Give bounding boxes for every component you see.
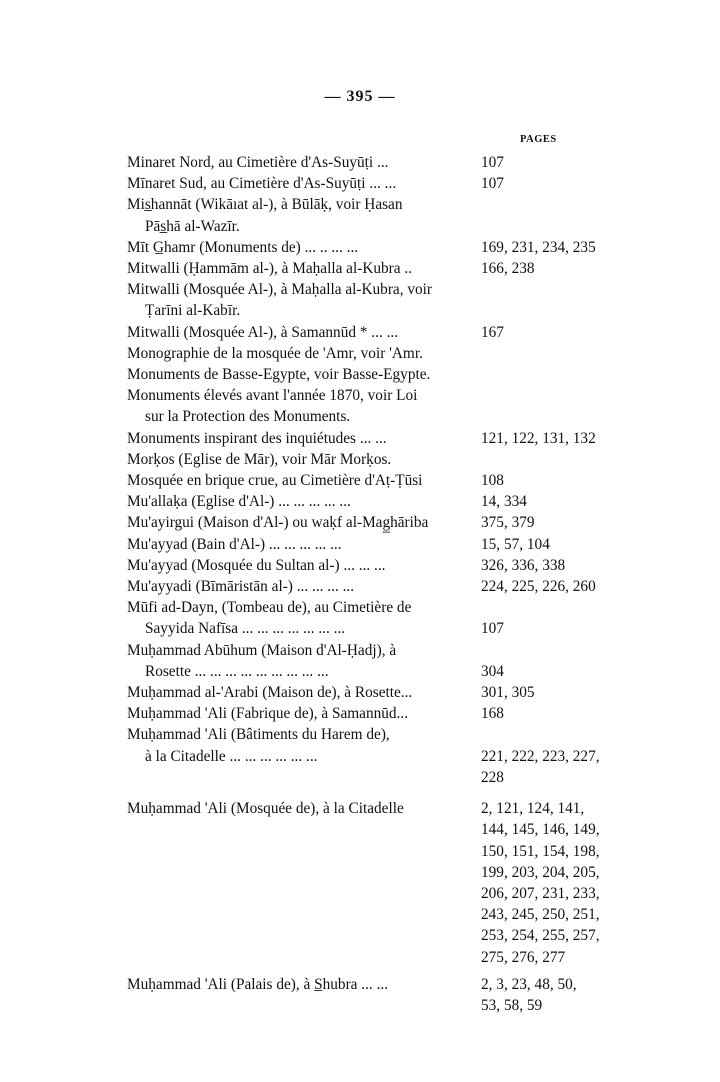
index-term-line: Muḥammad Abūhum (Maison d'Al-Ḥadj), à [127,641,397,659]
index-page-line: 2, 121, 124, 141, [481,800,585,818]
index-term [127,682,471,703]
index-pages [471,385,616,406]
index-term [127,534,471,555]
index-page-line: 166, 238 [481,260,535,278]
index-entry [0,576,720,597]
index-page-line: 253, 254, 255, 257, [481,927,600,945]
index-term-line: à la Citadelle ... ... ... ... ... ... [145,747,318,765]
index-page-line: 221, 222, 223, 227, [481,747,600,765]
index-pages [471,173,616,194]
index-entry [0,343,720,364]
index-page-line: 107 [481,154,504,171]
index-term [127,974,471,995]
index-term-line: Muḥammad 'Ali (Fabrique de), à Samannūd... [127,705,409,723]
index-term-line: Morḳos (Eglise de Mār), voir Mār Morḳos. [127,450,392,468]
index-page-line: 326, 336, 338 [481,556,566,574]
index-term-line: Minaret Nord, au Cimetière d'As-Suyūṭi ... [127,154,389,171]
index-page-line: 14, 334 [481,493,527,511]
pages-column-label: PAGES [520,134,557,145]
index-pages [471,703,616,724]
index-term-line: Muḥammad al-'Arabi (Maison de), à Rosette... [127,684,413,702]
index-pages [471,194,616,215]
index-page-line [481,194,616,215]
index-term-line: Muḥammad 'Ali (Mosquée de), à la Citadelle [127,800,404,818]
index-entry [0,258,720,279]
index-page-line: 375, 379 [481,514,535,532]
index-page-line: 107 [481,175,504,193]
index-term-line: Muḥammad 'Ali (Palais de), à S̲hubra ... ... [127,975,389,993]
index-term [127,279,471,321]
index-page-line: 199, 203, 204, 205, [481,863,600,881]
index-page-line: 301, 305 [481,684,535,702]
index-term-line: Ṭarīni al-Kabīr. [145,302,241,320]
index-pages [471,512,616,533]
index-term-line: Mosquée en brique crue, au Cimetière d'Aṭ-Ṭūsi [127,472,423,490]
index-term-line: Mu'ayyadi (Bīmāristān al-) ... ... ... ... [127,578,355,596]
index-term [127,237,471,258]
index-page-line: 275, 276, 277 [481,948,566,966]
index-pages [471,470,616,491]
index-page-line: 224, 225, 226, 260 [481,578,596,596]
index-pages [471,449,616,470]
index-term [127,640,471,682]
index-pages [471,534,616,555]
index-pages [471,555,616,576]
index-term-line: Monuments de Basse-Egypte, voir Basse-Egypte. [127,366,431,384]
index-term [127,512,471,533]
index-term [127,385,471,427]
index-pages [471,364,616,385]
index-entry [0,724,720,788]
index-term-line: Monuments inspirant des inquiétudes ... ... [127,429,387,447]
index-term-line: Mīt G̲hamr (Monuments de) ... .. ... ... [127,238,359,256]
index-page-line: 206, 207, 231, 233, [481,884,600,902]
index-page-line [481,385,616,406]
index-page-line [481,449,616,470]
index-term-line: Rosette ... ... ... ... ... ... ... ... ... [145,662,329,680]
index-term [127,322,471,343]
index-page-line [481,279,616,300]
index-term-line: Monuments élevés avant l'année 1870, voir Loi [127,387,418,405]
index-entry [0,798,720,968]
index-page-line: 243, 245, 250, 251, [481,906,600,924]
index-entry [0,512,720,533]
index-pages [471,428,616,449]
index-term [127,364,471,385]
index-pages [471,640,616,682]
index-entry [0,597,720,639]
index-term-line: Mitwalli (Mosquée Al-), à Maḥalla al-Kubra, voir [127,281,433,299]
page-header: — 395 — [324,88,396,105]
index-term [127,491,471,512]
index-entry [0,703,720,724]
index-pages [471,258,616,279]
index-term [127,194,471,236]
index-page-line [481,343,616,364]
index-term-line: Mīnaret Sud, au Cimetière d'As-Suyūṭi ... ... [127,175,397,193]
index-term [127,576,471,597]
index-entry [0,364,720,385]
index-entry [0,491,720,512]
index-entry [0,152,720,173]
index-page-line [481,364,616,385]
index-page-line: 2, 3, 23, 48, 50, [481,975,577,993]
index-page-line: 169, 231, 234, 235 [481,238,596,256]
index-pages [471,279,616,300]
index-entry [0,682,720,703]
index-pages [471,682,616,703]
index-entry [0,534,720,555]
index-page-line: 304 [481,662,504,680]
index-term [127,597,471,639]
index-pages [471,343,616,364]
index-term-line: Mu'ayyad (Bain d'Al-) ... ... ... ... ... [127,535,342,553]
index-page-line: 167 [481,323,504,341]
index-pages [471,237,616,258]
index-entry [0,194,720,236]
index-page-line: 168 [481,705,504,723]
index-page-line [481,640,616,661]
index-entry [0,640,720,682]
index-term-line: Mu'allaḳa (Eglise d'Al-) ... ... ... ... ... [127,493,351,511]
index-entry [0,555,720,576]
index-term [127,258,471,279]
index-term [127,173,471,194]
index-term [127,703,471,724]
index-term-line: Sayyida Nafīsa ... ... ... ... ... ... ... [145,620,346,638]
index-pages [471,322,616,343]
index-term [127,555,471,576]
index-term [127,470,471,491]
index-entry [0,428,720,449]
index-page-line: 150, 151, 154, 198, [481,842,600,860]
index-term [127,152,471,173]
index-term-line: Monographie de la mosquée de 'Amr, voir 'Amr. [127,344,423,362]
index-entry [0,322,720,343]
index-term [127,724,471,766]
index-entry [0,279,720,321]
index-term [127,449,471,470]
index-term-line: Mitwalli (Mosquée Al-), à Samannūd * ... ... [127,323,399,341]
index-term-line: Mis̲hannāt (Wikāıat al-), à Būlāḳ, voir Ḥasan [127,196,403,214]
index-term [127,343,471,364]
index-pages [471,974,616,1016]
index-term-line: Pās̲hā al-Wazīr. [145,217,240,235]
index-term-line: Mu'ayirgui (Maison d'Al-) ou waḳf al-Mag̲hāriba [127,514,429,532]
index-page-line: 121, 122, 131, 132 [481,429,596,447]
index-pages [471,576,616,597]
index-page-line: 53, 58, 59 [481,996,543,1014]
index-entry [0,449,720,470]
index-term-line: sur la Protection des Monuments. [145,408,351,426]
index-term-line: Muḥammad 'Ali (Bâtiments du Harem de), [127,726,390,744]
index-entry [0,974,720,1016]
index-term-line: Mūfi ad-Dayn, (Tombeau de), au Cimetière de [127,599,412,617]
index-pages [471,491,616,512]
index-page-line [481,724,616,745]
index-page-line: 108 [481,472,504,490]
index-page-line: 107 [481,620,504,638]
index-term [127,428,471,449]
index-list [0,152,720,1016]
index-entry [0,237,720,258]
index-term-line: Mitwalli (Ḥammām al-), à Maḥalla al-Kubra .. [127,260,413,278]
index-page-line: 228 [481,768,504,786]
index-term [127,798,471,819]
index-page-line: 144, 145, 146, 149, [481,821,600,839]
index-pages [471,724,616,788]
index-entry [0,173,720,194]
index-entry [0,385,720,427]
index-page-line [481,597,616,618]
index-pages [471,597,616,639]
index-pages [471,798,616,968]
index-term-line: Mu'ayyad (Mosquée du Sultan al-) ... ... ... [127,556,386,574]
index-pages [471,152,616,173]
index-entry [0,470,720,491]
index-page-line: 15, 57, 104 [481,535,550,553]
